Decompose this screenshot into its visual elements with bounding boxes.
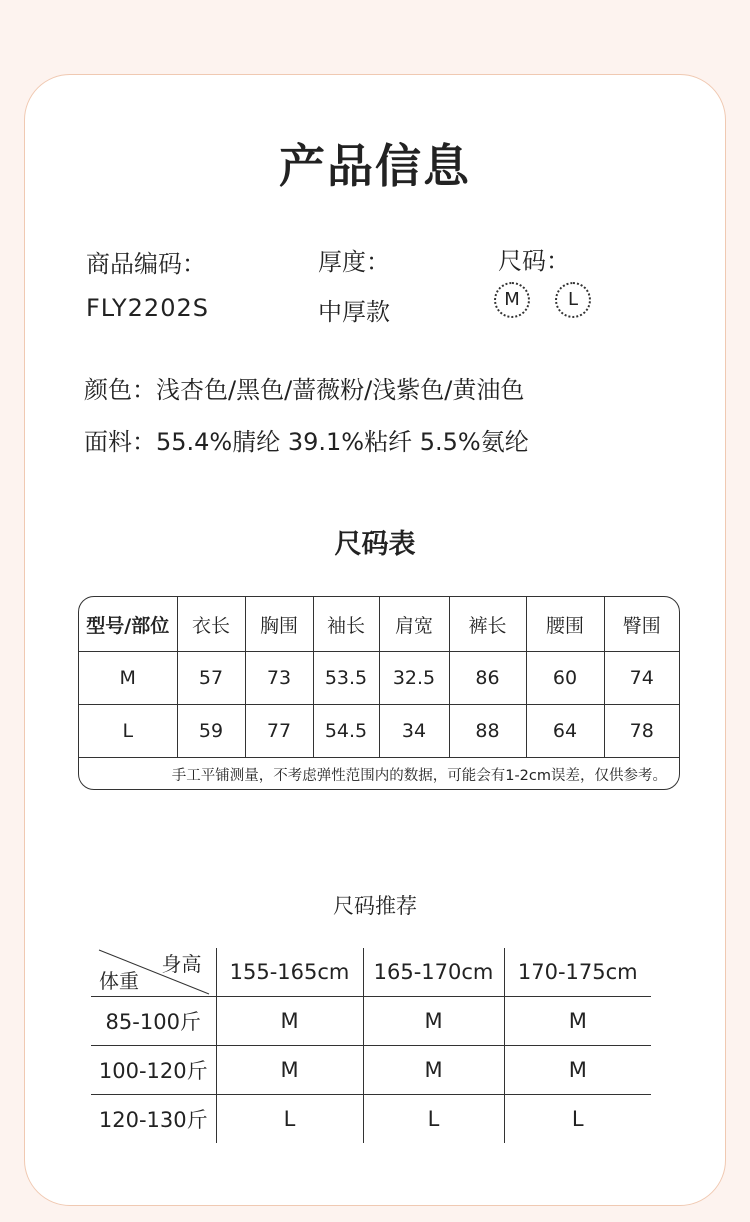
header-cell: 袖长 xyxy=(313,597,379,652)
size-cell: M xyxy=(216,1046,363,1095)
table-cell: 34 xyxy=(379,705,449,758)
size-chart-header-row xyxy=(79,597,679,652)
size-option-m: M xyxy=(494,282,530,318)
table-cell: 78 xyxy=(604,705,679,758)
table-cell: L xyxy=(79,705,177,758)
weight-cell: 100-120斤 xyxy=(91,1046,216,1095)
size-cell: M xyxy=(504,997,651,1046)
table-cell: 32.5 xyxy=(379,652,449,705)
table-cell: 77 xyxy=(245,705,313,758)
recommend-row xyxy=(91,997,651,1046)
thickness-label: 厚度： xyxy=(318,248,390,276)
size-label: 尺码： xyxy=(498,247,570,275)
table-cell: 59 xyxy=(177,705,245,758)
height-axis-label: 身高 xyxy=(161,952,202,976)
table-cell: 54.5 xyxy=(313,705,379,758)
page-title: 产品信息 xyxy=(279,139,471,193)
corner-cell xyxy=(91,948,216,997)
header-cell: 型号/部位 xyxy=(79,597,177,652)
size-cell: M xyxy=(504,1046,651,1095)
code-value: FLY2202S xyxy=(86,294,209,322)
size-cell: L xyxy=(216,1095,363,1144)
table-row xyxy=(79,652,679,705)
size-cell: L xyxy=(571,1107,584,1131)
height-header: 170-175cm xyxy=(504,948,651,997)
size-cell: M xyxy=(363,997,504,1046)
table-cell: 64 xyxy=(526,705,604,758)
table-cell: 74 xyxy=(604,652,679,705)
table-cell: 86 xyxy=(449,652,526,705)
header-cell: 胸围 xyxy=(245,597,313,652)
table-cell: 73 xyxy=(245,652,313,705)
size-chart-table xyxy=(78,596,680,790)
header-cell: 臀围 xyxy=(604,597,679,652)
table-cell: 57 xyxy=(177,652,245,705)
size-cell: M xyxy=(363,1046,504,1095)
header-cell: 衣长 xyxy=(177,597,245,652)
size-recommend-title: 尺码推荐 xyxy=(333,894,417,918)
weight-cell: 85-100斤 xyxy=(91,997,216,1046)
table-cell: 60 xyxy=(526,652,604,705)
size-cell: L xyxy=(363,1095,504,1144)
size-chart-title: 尺码表 xyxy=(334,529,416,560)
fabric-text: 面料：55.4%腈纶 39.1%粘纤 5.5%氨纶 xyxy=(84,428,529,456)
size-option-l: L xyxy=(555,282,591,318)
size-chart-note: 手工平铺测量，不考虑弹性范围内的数据，可能会有1-2cm误差，仅供参考。 xyxy=(171,768,667,784)
height-header: 165-170cm xyxy=(363,948,504,997)
size-recommend-table xyxy=(91,948,651,1143)
header-cell: 腰围 xyxy=(526,597,604,652)
weight-cell: 120-130斤 xyxy=(91,1095,216,1144)
table-row xyxy=(79,705,679,758)
recommend-row xyxy=(91,1095,651,1144)
table-cell: M xyxy=(79,652,177,705)
thickness-value: 中厚款 xyxy=(318,298,390,326)
table-cell: 88 xyxy=(449,705,526,758)
header-cell: 裤长 xyxy=(449,597,526,652)
size-cell: M xyxy=(216,997,363,1046)
weight-axis-label: 体重 xyxy=(99,969,139,993)
height-header: 155-165cm xyxy=(216,948,363,997)
recommend-row xyxy=(91,1046,651,1095)
colors-text: 颜色：浅杏色/黑色/蔷薇粉/浅紫色/黄油色 xyxy=(84,376,525,404)
header-cell: 肩宽 xyxy=(379,597,449,652)
code-label: 商品编码： xyxy=(86,250,206,278)
table-cell: 53.5 xyxy=(313,652,379,705)
recommend-header-row xyxy=(91,948,651,997)
